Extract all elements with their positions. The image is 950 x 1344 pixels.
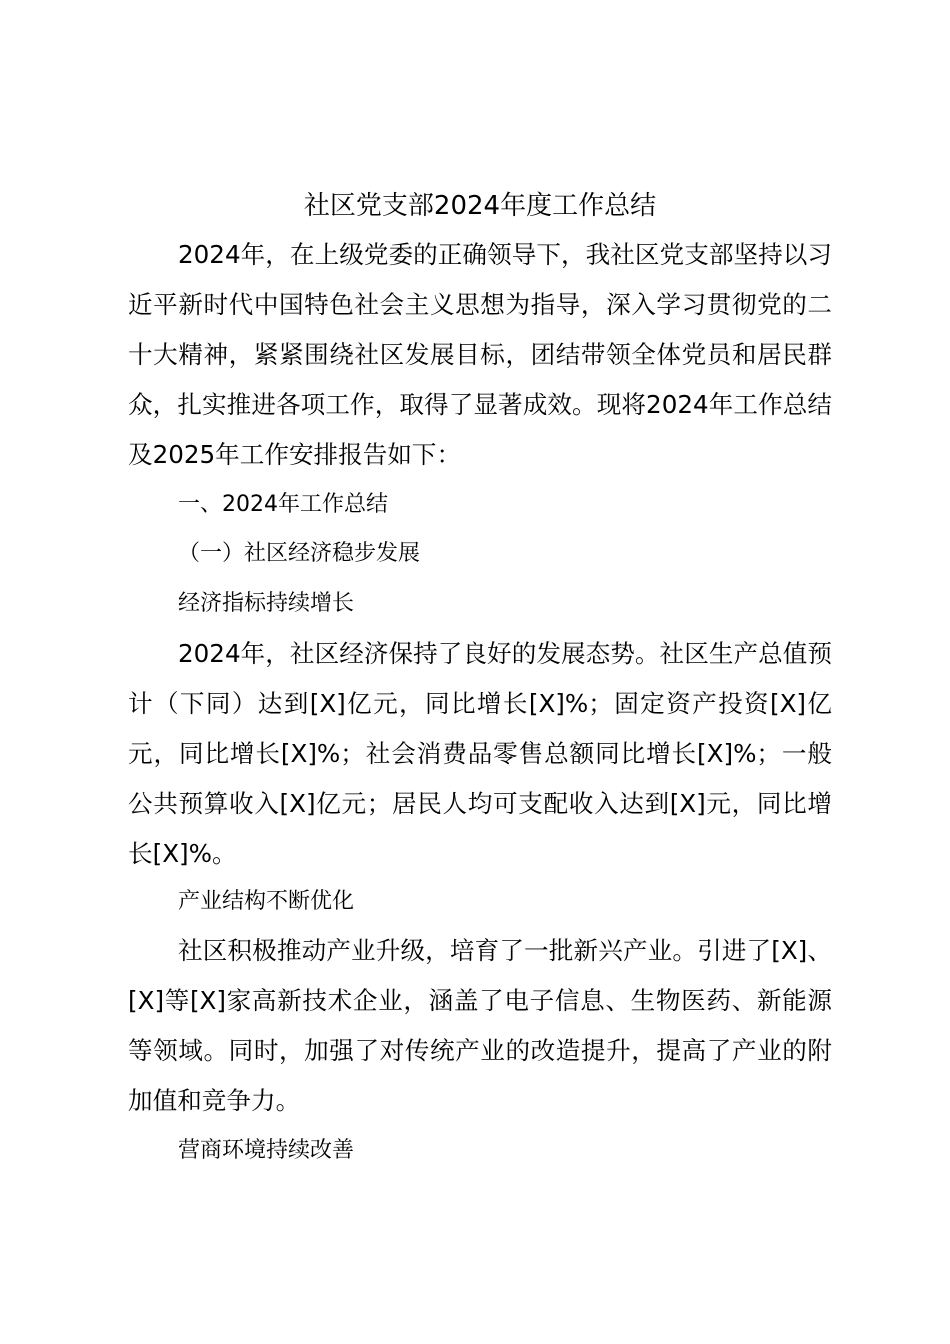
document-title: 社区党支部2024年度工作总结 <box>303 191 657 221</box>
heading-business: 营商环境持续改善 <box>178 1138 355 1163</box>
intro-paragraph: 2024年，在上级党委的正确领导下，我社区党支部坚持以习近平新时代中国特色社会主义思想为指导，深入学习贯彻党的二十大精神，紧紧围绕社区发展目标，团结带领全体党员和居民群众，扎实推进各项工作，取得了显著成效。现将2024年工作总结及2025年工作安排报告如下： <box>128 240 832 469</box>
heading-industry: 产业结构不断优化 <box>178 889 355 914</box>
subsection-heading-1: （一）社区经济稳步发展 <box>178 541 421 566</box>
heading-economy: 经济指标持续增长 <box>178 591 355 616</box>
document-page <box>128 0 832 1344</box>
section-heading-1: 一、2024年工作总结 <box>178 492 388 517</box>
paragraph-industry: 社区积极推动产业升级，培育了一批新兴产业。引进了[X]、[X]等[X]家高新技术企业，涵盖了电子信息、生物医药、新能源等领域。同时，加强了对传统产业的改造提升，提高了产业的附加值和竞争力。 <box>128 936 832 1115</box>
paragraph-economy: 2024年，社区经济保持了良好的发展态势。社区生产总值预计（下同）达到[X]亿元，同比增长[X]%；固定资产投资[X]亿元，同比增长[X]%；社会消费品零售总额同比增长[X]%；一般公共预算收入[X]亿元；居民人均可支配收入达到[X]元，同比增长[X]%。 <box>128 639 832 868</box>
